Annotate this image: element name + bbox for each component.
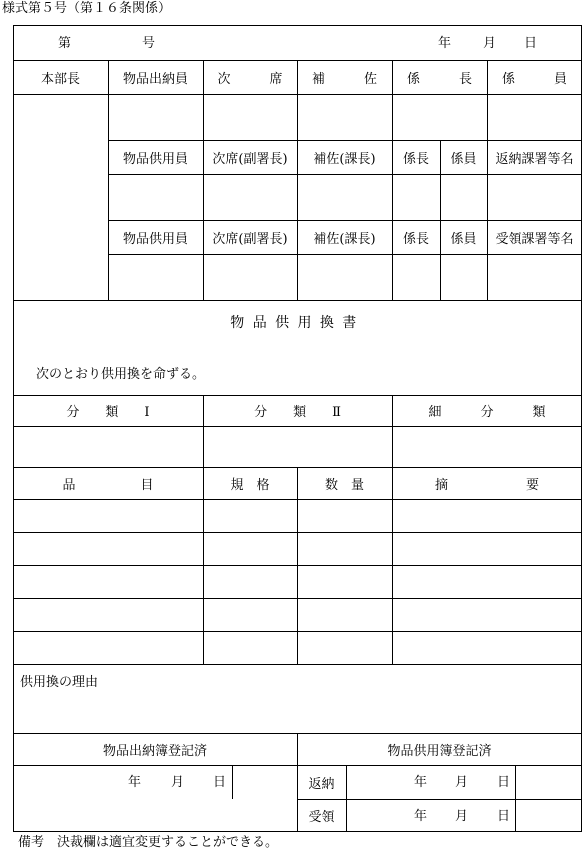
receive-label: 受領 <box>308 810 335 825</box>
return-head-kyoyoin: 物品供用員 <box>122 151 188 167</box>
receive-head-jiseki: 次席(副署長) <box>212 231 288 247</box>
class-header-detail: 細 分 類 <box>428 405 546 420</box>
item-header-spec: 規 格 <box>230 477 270 493</box>
form-caption: 様式第５号（第１６条関係） <box>2 1 172 16</box>
ledger-out-day: 日 <box>213 775 227 790</box>
return-day: 日 <box>497 775 511 790</box>
number-suffix: 号 <box>142 36 156 51</box>
return-head-jiseki: 次席(副署長) <box>212 151 288 167</box>
item-header-name: 品 目 <box>62 477 154 493</box>
return-year: 年 <box>414 775 428 790</box>
header-year: 年 <box>438 36 452 51</box>
receive-head-kakariin: 係員 <box>450 231 477 247</box>
instruction-text: 次のとおり供用換を命ずる。 <box>36 367 206 382</box>
reason-label: 供用換の理由 <box>20 675 99 690</box>
receive-year: 年 <box>414 809 428 824</box>
header-month: 月 <box>483 36 497 51</box>
receive-head-office: 受領課署等名 <box>495 231 574 247</box>
item-header-qty: 数 量 <box>324 477 364 493</box>
receive-day: 日 <box>497 809 511 824</box>
class-header-2: 分 類 Ⅱ <box>254 405 341 420</box>
return-head-kakariin: 係員 <box>450 151 477 167</box>
approval-head-kakaricho: 係 長 <box>406 71 472 87</box>
header-day: 日 <box>524 36 538 51</box>
item-header-remarks: 摘 要 <box>434 477 539 493</box>
footnote: 備考 決裁欄は適宜変更することができる。 <box>18 835 279 850</box>
ledger-out-year: 年 <box>128 775 142 790</box>
return-month: 月 <box>455 775 469 790</box>
ledger-use-label: 物品供用簿登記済 <box>387 743 492 759</box>
approval-head-kakariin: 係 員 <box>501 71 567 87</box>
ledger-out-month: 月 <box>171 775 185 790</box>
return-label: 返納 <box>308 776 335 792</box>
receive-head-kyoyoin: 物品供用員 <box>122 231 188 247</box>
approval-head-hosa: 補 佐 <box>311 71 377 87</box>
approval-head-jiseki: 次 席 <box>217 71 283 87</box>
return-head-hosa: 補佐(課長) <box>313 151 376 167</box>
receive-head-hosa: 補佐(課長) <box>313 231 376 247</box>
return-head-office: 返納課署等名 <box>495 151 574 167</box>
receive-head-kakaricho: 係長 <box>402 231 429 247</box>
number-prefix: 第 <box>58 36 72 51</box>
approval-head-suitou: 物品出納員 <box>122 71 188 87</box>
receive-month: 月 <box>455 809 469 824</box>
document-title: 物品供用換書 <box>230 315 365 331</box>
approval-head-honbucho: 本部長 <box>40 71 80 87</box>
ledger-out-label: 物品出納簿登記済 <box>102 743 207 759</box>
return-head-kakaricho: 係長 <box>402 151 429 167</box>
class-header-1: 分 類 Ⅰ <box>66 405 150 420</box>
